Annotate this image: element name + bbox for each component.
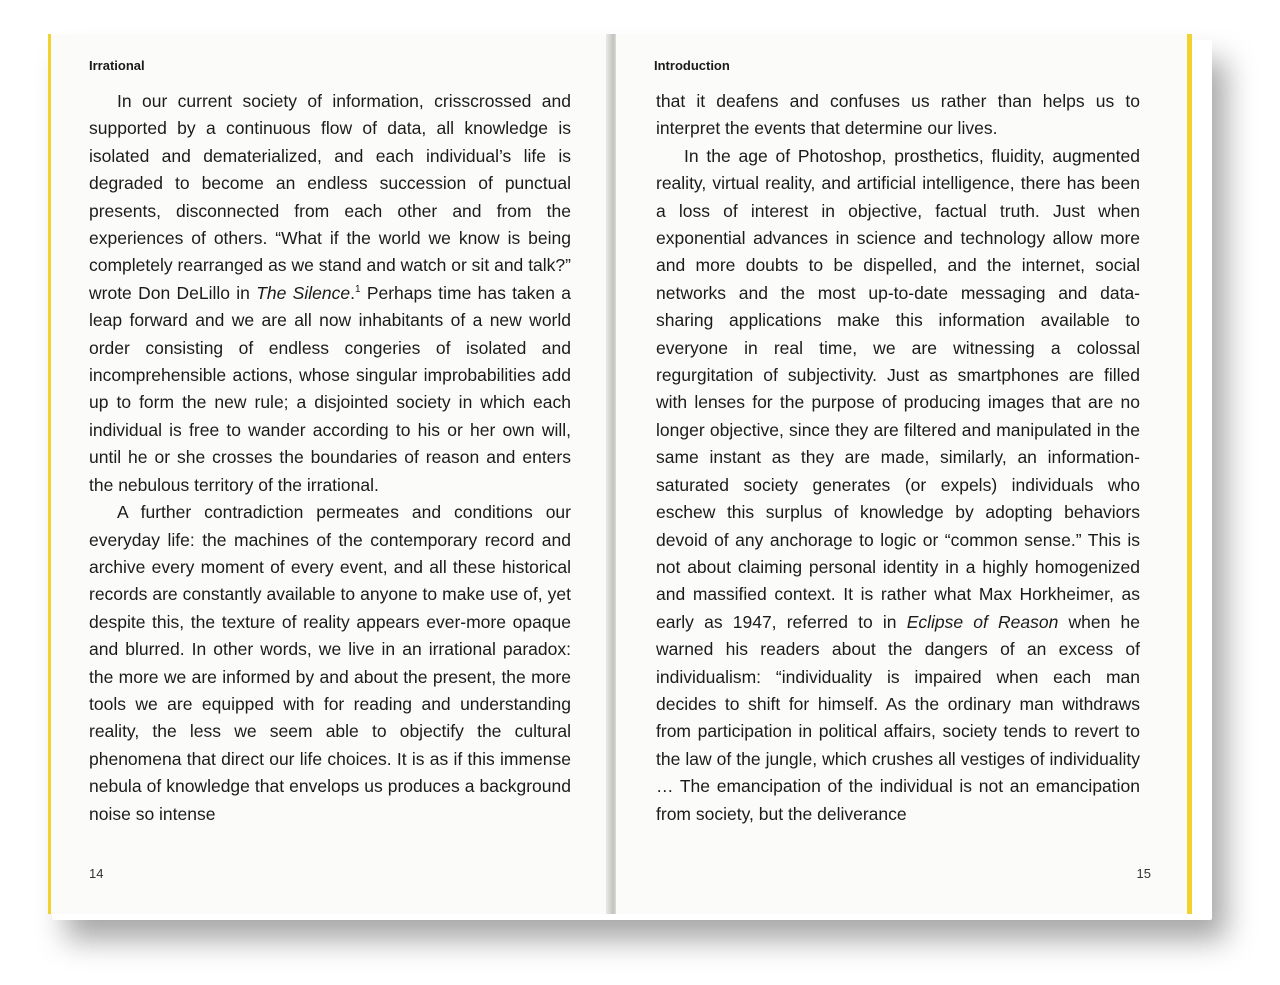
book-title-eclipse-of-reason: Eclipse of Reason	[906, 611, 1059, 632]
right-paragraph-1-text-a: In the age of Photoshop, prosthetics, fluidity, augmented reality, virtual reality, and artificial intelligence, there has been a loss of interest in objective, factual truth. Just when exponential advances in science and technology allow more and more doubts to be dispelled, and the internet, social networks and the most up-to-date messaging and data-sharing applications make this information available to everyone in real time, we are witnessing a colossal regurgitation of subjectivity. Just as smartphones are filled with lenses for the purpose of producing images that are no longer objective, since they are filtered and manipulated in the same instant as they are made, similarly, an information-saturated society generates (or expels) individuals who eschew this surplus of knowledge by adopting behaviors devoid of any anchorage to logic or “common sense.” This is not about claiming personal identity in a highly homogenized and massified context. It is rather what Max Horkheimer, as early as 1947, referred to in	[656, 145, 1140, 632]
footnote-marker: 1	[354, 284, 361, 296]
right-paragraph-continued: that it deafens and confuses us rather than helps us to interpret the events that determine our lives.	[656, 91, 1140, 139]
running-head-right: Introduction	[654, 58, 730, 73]
left-paragraph-1-text-a: In our current society of information, crisscrossed and supported by a continuous flow of data, all knowledge is isolated and dematerialized, and each individual’s life is degraded to become an endless succession of punctual presents, disconnected from each other and from the experiences of others. “What if the world we know is being completely rearranged as we stand and watch or sit and talk?” wrote Don DeLillo in	[89, 91, 571, 303]
right-page	[616, 34, 1192, 914]
running-head-left: Irrational	[89, 58, 145, 73]
right-paragraph-1-text-b: when he warned his readers about the dangers of an excess of individualism: “individuality is impaired when each man decides to shift for himself. As the ordinary man withdraws from participation in political affairs, society tends to revert to the law of the jungle, which crushes all vestiges of individuality … The emancipation of the individual is not an emancipation from society, but the deliverance	[656, 611, 1141, 824]
left-paragraph-2: A further contradiction permeates and conditions our everyday life: the machines of the contemporary record and archive every moment of every event, and all these historical records are constantly available to anyone to make use of, yet despite this, the texture of reality appears ever-more opaque and blurred. In other words, we live in an irrational paradox: the more we are informed by and about the present, the more tools we are equipped with for reading and understanding reality, the less we seem able to objectify the cultural phenomena that direct our life choices. It is as if this immense nebula of knowledge that envelops us produces a background noise so intense	[89, 502, 571, 824]
left-paragraph-1	[89, 88, 571, 499]
left-page	[48, 34, 612, 914]
title-punctuation: .	[350, 282, 355, 303]
page-number-right: 15	[1136, 866, 1151, 881]
right-page-body	[656, 88, 1140, 828]
page-number-left: 14	[89, 866, 104, 881]
left-paragraph-1-text-b: Perhaps time has taken a leap forward and we are all now inhabitants of a new world order consisting of endless congeries of isolated and incomprehensible actions, whose singular improbabilities add up to form the new rule; a disjointed society in which each individual is free to wander according to his or her own will, until he or she crosses the boundaries of reason and enters the nebulous territory of the irrational.	[89, 282, 572, 495]
book-title-the-silence: The Silence	[256, 282, 351, 303]
right-paragraph-1	[656, 143, 1140, 828]
left-page-body	[89, 88, 571, 828]
